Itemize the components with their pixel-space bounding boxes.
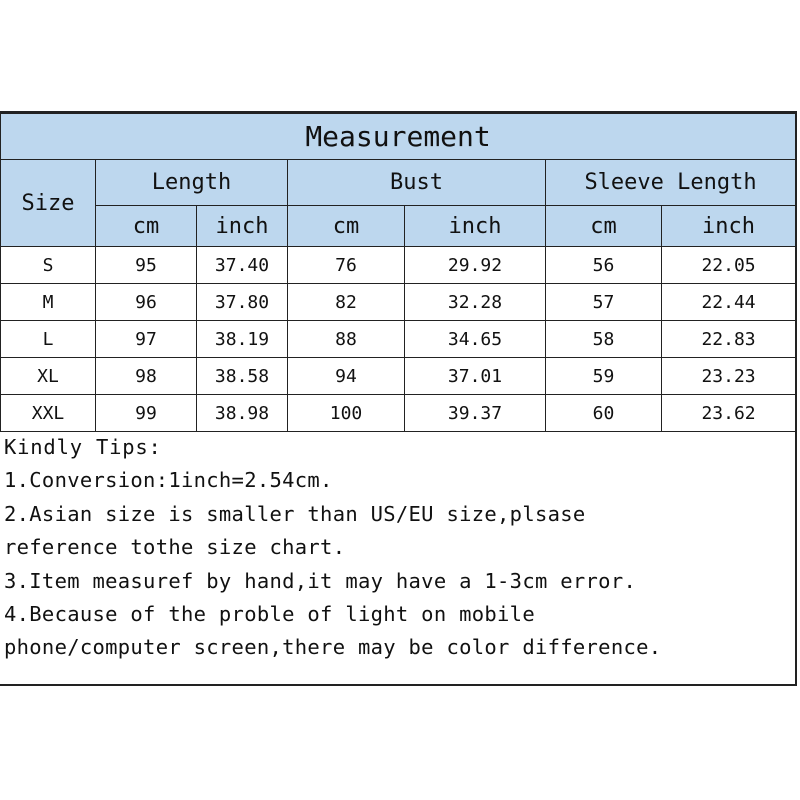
unit-header: cm xyxy=(546,206,662,247)
value-cell: 22.44 xyxy=(662,284,796,321)
table-row xyxy=(1,395,796,432)
tip-line: 4.Because of the proble of light on mobile xyxy=(4,602,535,627)
size-cell: XXL xyxy=(1,395,96,432)
value-cell: 57 xyxy=(546,284,662,321)
value-cell: 37.40 xyxy=(197,247,288,284)
table-row xyxy=(1,358,796,395)
value-cell: 39.37 xyxy=(405,395,546,432)
value-cell: 82 xyxy=(288,284,405,321)
unit-header: cm xyxy=(96,206,197,247)
value-cell: 95 xyxy=(96,247,197,284)
value-cell: 59 xyxy=(546,358,662,395)
size-cell: S xyxy=(1,247,96,284)
value-cell: 38.98 xyxy=(197,395,288,432)
value-cell: 99 xyxy=(96,395,197,432)
unit-header: inch xyxy=(662,206,796,247)
unit-header: inch xyxy=(197,206,288,247)
size-cell: L xyxy=(1,321,96,358)
table-title: Measurement xyxy=(1,114,796,160)
tips-title: Kindly Tips: xyxy=(4,435,162,459)
value-cell: 60 xyxy=(546,395,662,432)
table-row xyxy=(1,247,796,284)
value-cell: 76 xyxy=(288,247,405,284)
value-cell: 22.83 xyxy=(662,321,796,358)
size-table xyxy=(0,113,796,432)
value-cell: 23.23 xyxy=(662,358,796,395)
unit-header: cm xyxy=(288,206,405,247)
size-cell: XL xyxy=(1,358,96,395)
kindly-tips xyxy=(4,431,789,665)
value-cell: 56 xyxy=(546,247,662,284)
length-header: Length xyxy=(96,160,288,206)
value-cell: 94 xyxy=(288,358,405,395)
table-row xyxy=(1,284,796,321)
value-cell: 22.05 xyxy=(662,247,796,284)
tip-line: reference tothe size chart. xyxy=(4,535,346,560)
value-cell: 34.65 xyxy=(405,321,546,358)
value-cell: 37.01 xyxy=(405,358,546,395)
value-cell: 88 xyxy=(288,321,405,358)
value-cell: 38.58 xyxy=(197,358,288,395)
value-cell: 98 xyxy=(96,358,197,395)
value-cell: 100 xyxy=(288,395,405,432)
table-row xyxy=(1,321,796,358)
value-cell: 29.92 xyxy=(405,247,546,284)
size-cell: M xyxy=(1,284,96,321)
tip-line: 3.Item measuref by hand,it may have a 1-3cm error. xyxy=(4,568,637,593)
sleeve-length-header: Sleeve Length xyxy=(546,160,796,206)
value-cell: 37.80 xyxy=(197,284,288,321)
value-cell: 38.19 xyxy=(197,321,288,358)
unit-header: inch xyxy=(405,206,546,247)
tip-line: 2.Asian size is smaller than US/EU size,plsase xyxy=(4,501,586,526)
tip-line: phone/computer screen,there may be color difference. xyxy=(4,635,662,660)
size-chart-sheet xyxy=(0,111,797,686)
value-cell: 97 xyxy=(96,321,197,358)
size-header: Size xyxy=(1,160,96,247)
value-cell: 96 xyxy=(96,284,197,321)
value-cell: 32.28 xyxy=(405,284,546,321)
tip-line: 1.Conversion:1inch=2.54cm. xyxy=(4,468,333,493)
value-cell: 23.62 xyxy=(662,395,796,432)
bust-header: Bust xyxy=(288,160,546,206)
value-cell: 58 xyxy=(546,321,662,358)
